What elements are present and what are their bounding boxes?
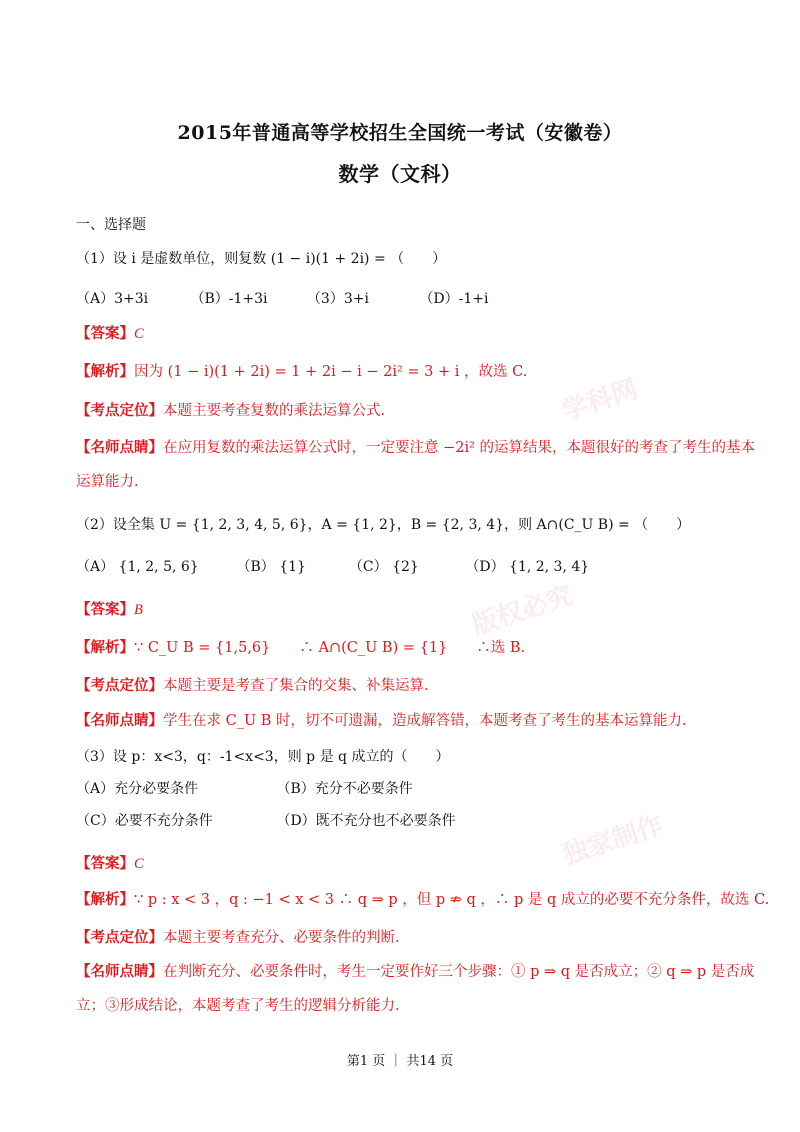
q2-option-d: （D） {1, 2, 3, 4} (465, 559, 590, 575)
q3-point (76, 926, 400, 947)
page-subtitle: 数学（文科） (338, 162, 462, 186)
q1-analysis (76, 360, 527, 381)
q2-stem: （2）设全集 U = {1, 2, 3, 4, 5, 6}，A = {1, 2}，B = {2, 3, 4}，则 A∩(C_U B) = （ ） (76, 517, 691, 533)
comment-tag: 【名师点睛】 (76, 963, 163, 980)
answer-value: B (134, 602, 143, 618)
comment-text: 学生在求 C_U B 时，切不可遗漏，造成解答错，本题考查了考生的基本运算能力. (163, 713, 687, 729)
answer-value: C (134, 326, 144, 342)
q3-option-a: （A）充分必要条件 (76, 781, 199, 797)
analysis-text: ∵ C_U B = {1,5,6} ∴ A∩(C_U B) = {1} ∴选 B. (134, 640, 526, 656)
q1-point (76, 399, 385, 420)
analysis-tag: 【解析】 (76, 639, 134, 656)
q2-option-a: （A） {1, 2, 5, 6} (76, 559, 199, 575)
point-text: 本题主要是考查了集合的交集、补集运算. (163, 678, 429, 694)
watermark: 独家制作 (558, 810, 667, 872)
q1-option-a: （A）3+3i (76, 291, 149, 307)
q3-answer (76, 852, 144, 873)
q1-answer (76, 322, 144, 343)
answer-tag: 【答案】 (76, 601, 134, 618)
point-text: 本题主要考查充分、必要条件的判断. (163, 930, 400, 946)
point-text: 本题主要考查复数的乘法运算公式. (163, 403, 386, 419)
q3-options-row2 (76, 810, 456, 830)
q1-stem: （1）设 i 是虚数单位，则复数 (1 − i)(1 + 2i) = （ ） (76, 251, 447, 267)
comment-text: 在应用复数的乘法运算公式时，一定要注意 −2i² 的运算结果，本题很好的考查了考生的基本 (163, 440, 756, 456)
q1-option-c: （3）3+i (306, 291, 369, 307)
point-tag: 【考点定位】 (76, 929, 163, 946)
q1-comment (76, 436, 755, 457)
q2-answer (76, 598, 143, 619)
analysis-text: 因为 (1 − i)(1 + 2i) = 1 + 2i − i − 2i² = 3 + i ，故选 C. (134, 364, 528, 380)
comment-tag: 【名师点睛】 (76, 439, 163, 456)
q3-stem: （3）设 p：x<3，q：-1<x<3，则 p 是 q 成立的（ ） (76, 749, 450, 765)
q3-option-d: （D）既不充分也不必要条件 (276, 813, 456, 829)
q1-comment-cont: 运算能力. (76, 474, 139, 490)
q1-option-d: （D）-1+i (419, 291, 489, 307)
q2-options (76, 556, 589, 576)
answer-value: C (134, 856, 144, 872)
answer-tag: 【答案】 (76, 855, 134, 872)
q2-analysis (76, 636, 525, 657)
comment-tag: 【名师点睛】 (76, 712, 163, 729)
q3-option-c: （C）必要不充分条件 (76, 813, 213, 829)
q1-options (76, 288, 488, 308)
page-footer: 第1 页 ｜ 共14 页 (346, 1054, 454, 1069)
analysis-tag: 【解析】 (76, 891, 134, 908)
q3-analysis (76, 888, 769, 909)
q3-option-b: （B）充分不必要条件 (276, 781, 413, 797)
page-title: 2015年普通高等学校招生全国统一考试（安徽卷） (177, 122, 623, 144)
section-heading: 一、选择题 (76, 217, 146, 233)
answer-tag: 【答案】 (76, 325, 134, 342)
point-tag: 【考点定位】 (76, 402, 163, 419)
analysis-text: ∵ p : x < 3 ，q : −1 < x < 3 ∴ q ⇒ p ，但 p ⇏ q ，∴ p 是 q 成立的必要不充分条件，故选 C. (134, 892, 770, 908)
point-tag: 【考点定位】 (76, 677, 163, 694)
q2-point (76, 674, 429, 695)
q2-option-c: （C） {2} (348, 559, 419, 575)
q3-comment-cont: 立；③形成结论，本题考查了考生的逻辑分析能力. (76, 998, 400, 1014)
q3-comment (76, 960, 754, 981)
q2-comment (76, 709, 687, 730)
watermark: 学科网 (558, 374, 642, 428)
q3-options-row1 (76, 778, 413, 798)
q2-option-b: （B） {1} (236, 559, 306, 575)
analysis-tag: 【解析】 (76, 363, 134, 380)
comment-text: 在判断充分、必要条件时，考生一定要作好三个步骤：① p ⇒ q 是否成立；② q ⇒ p 是否成 (163, 964, 755, 980)
q1-option-b: （B）-1+3i (190, 291, 268, 307)
watermark: 版权必究 (468, 580, 577, 642)
